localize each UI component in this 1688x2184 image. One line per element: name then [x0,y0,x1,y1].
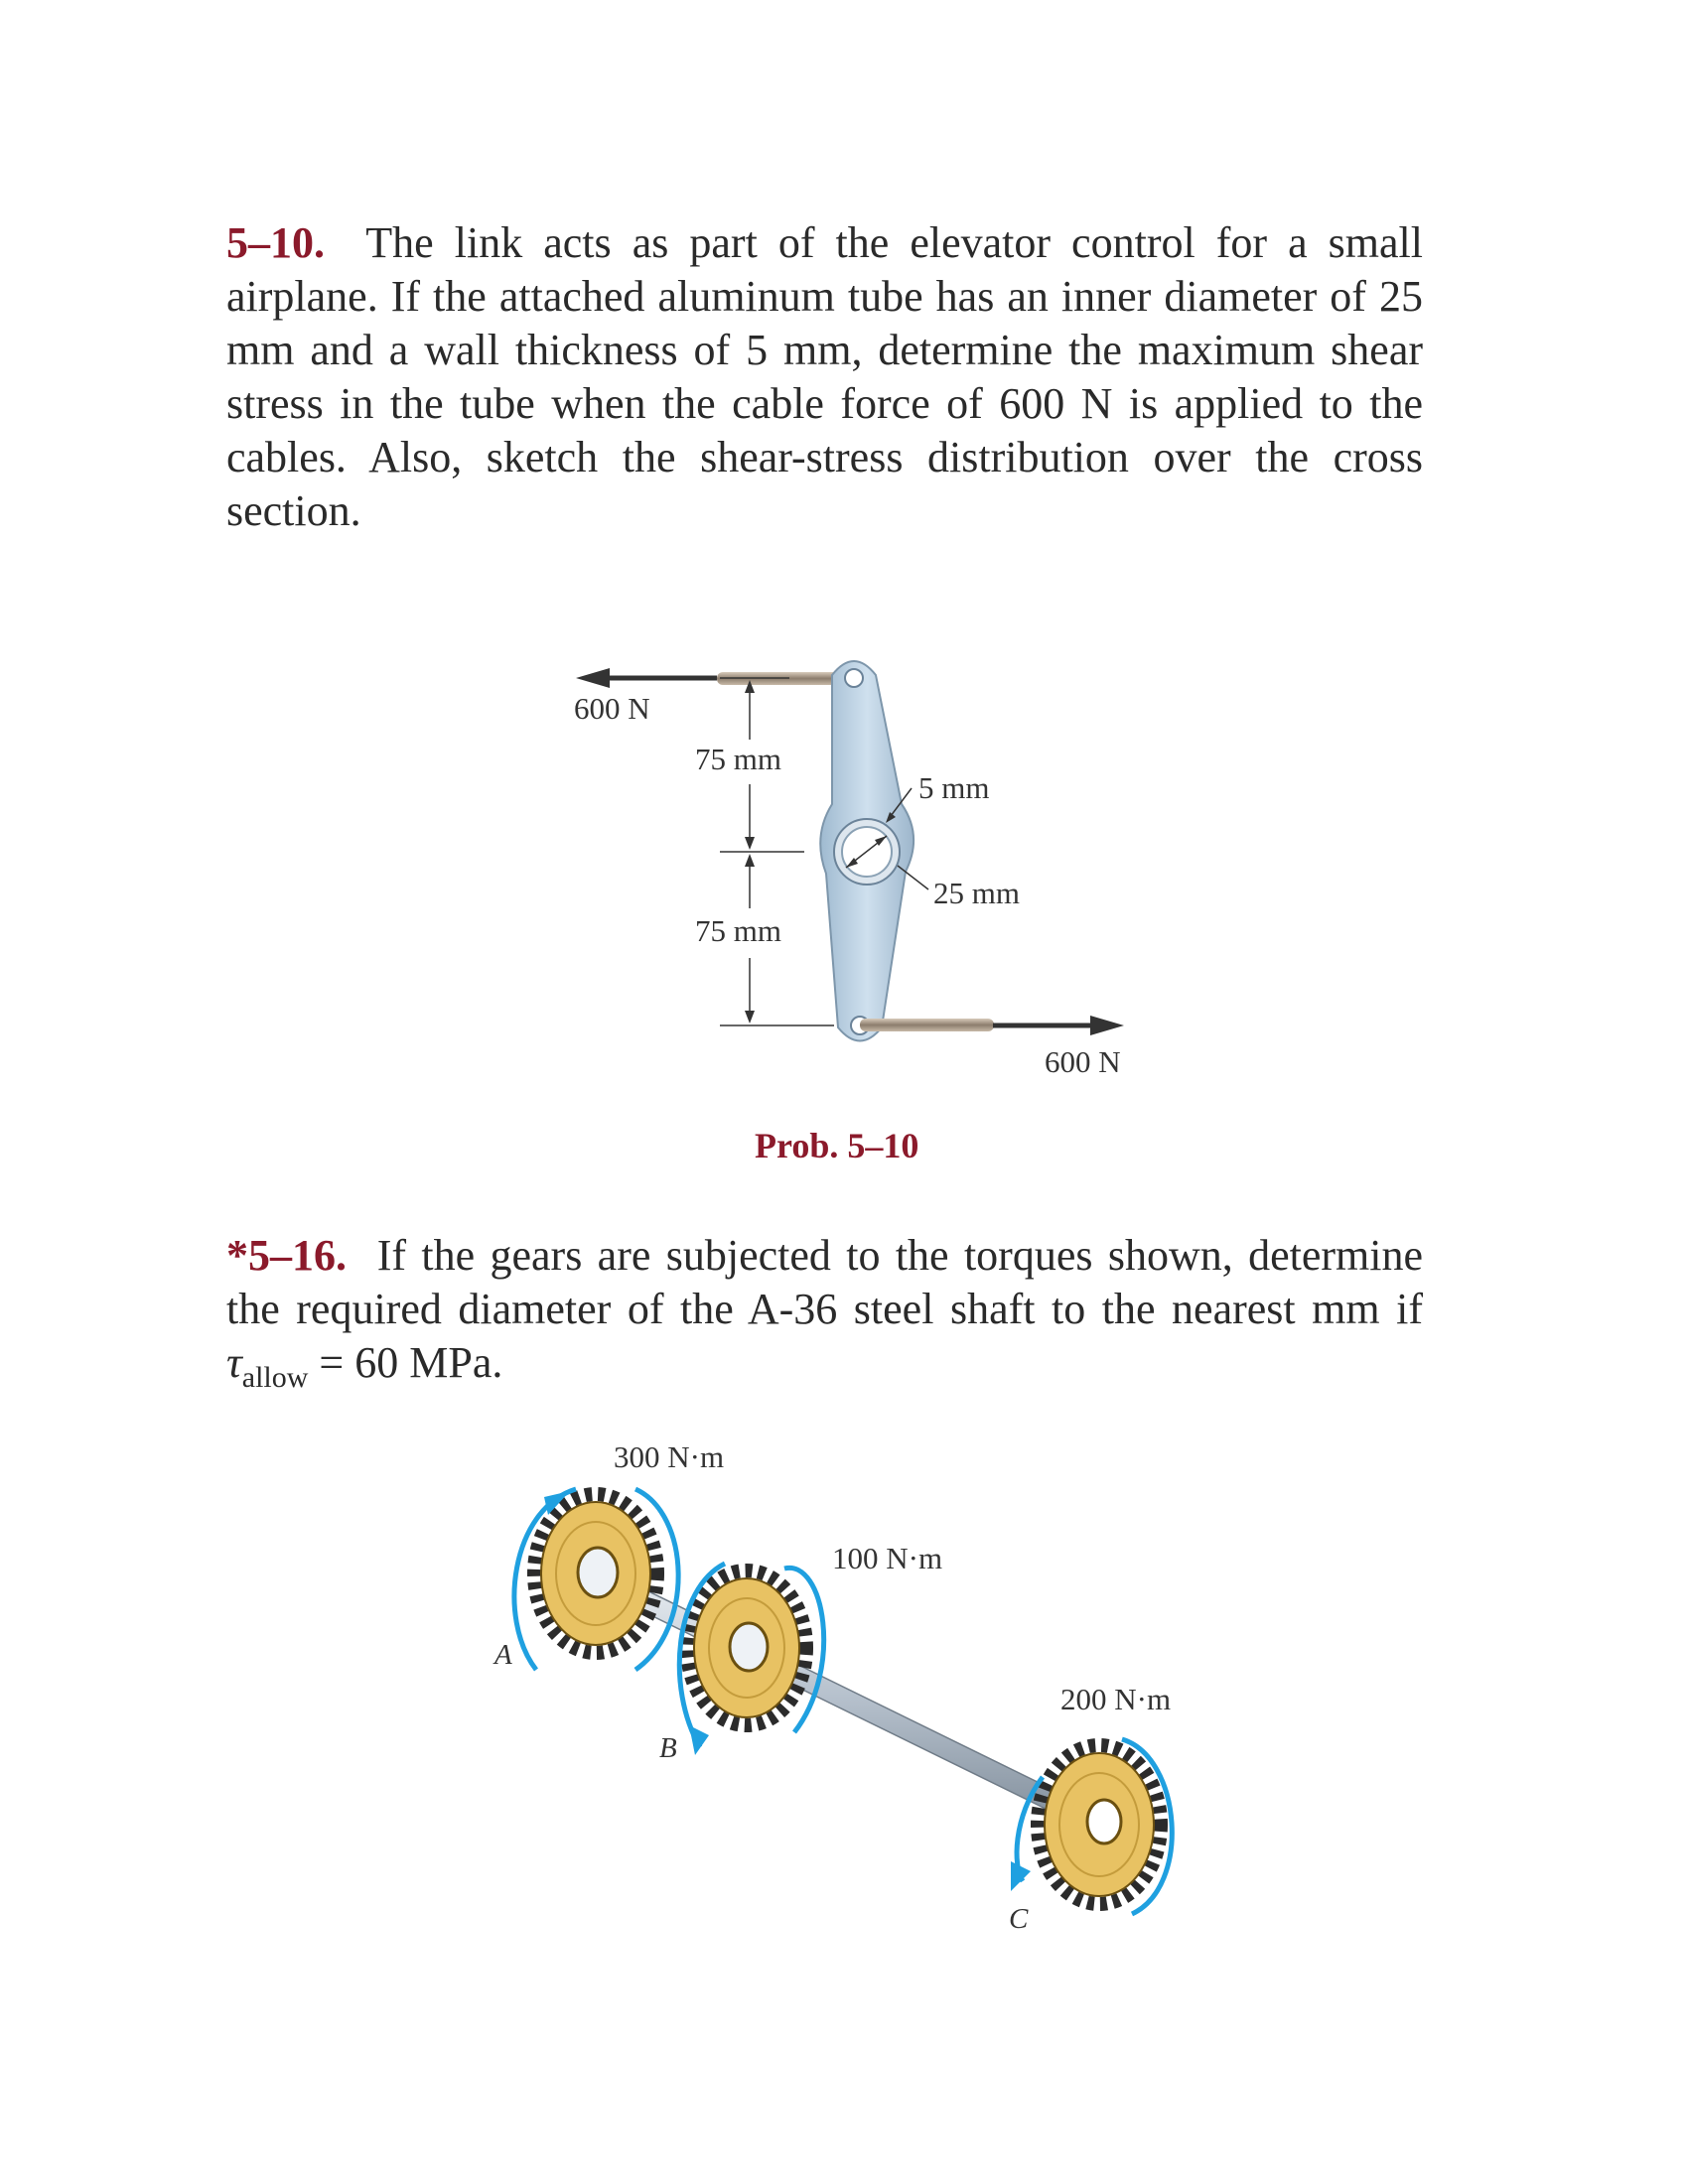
problem-5-16-text [226,1229,1423,1405]
dim-label-upper: 75 mm [695,742,781,776]
force-label-top: 600 N [574,691,650,726]
figure-5-10 [0,625,1688,1092]
problem-statement: The link acts as part of the elevator control for a small airplane. If the attached aluminum tube has an inner diameter of 25 mm and a wall thickness of 5 mm, determine the maximum shear stress in the tube when the cable force of 600 N is applied to the cables. Also, sketch the shear-stress distribution over the cross section. [226,218,1423,535]
force-label-bottom: 600 N [1045,1044,1121,1079]
top-force-arrow [576,668,717,688]
figure-caption: Prob. 5–10 [755,1126,919,1165]
problem-statement-end: = 60 MPa. [308,1338,503,1387]
torque-label-c: 200 N·m [1060,1682,1172,1716]
gear-b [687,1570,806,1725]
torque-label-b: 100 N·m [832,1541,943,1575]
problem-number: 5–10. [226,218,325,267]
gear-a [534,1494,657,1653]
shaft [584,1565,1104,1833]
arrowhead-c [1011,1861,1031,1891]
top-pin-hole [845,669,863,687]
arrowhead-b [689,1725,709,1755]
tau-subscript: allow [241,1361,309,1394]
gear-label-a: A [494,1639,512,1671]
torque-label-a: 300 N·m [614,1439,725,1474]
problem-5-10-text [226,216,1423,538]
bottom-cable [860,1019,994,1031]
bottom-force-arrow [993,1016,1124,1035]
wall-thickness-label: 5 mm [918,770,990,805]
problem-statement: If the gears are subjected to the torques shown, determine the required diameter of the A-36 steel shaft to the nearest mm if [226,1231,1423,1333]
inner-diameter-label: 25 mm [933,876,1020,910]
gear-label-c: C [1009,1903,1029,1935]
gear-label-b: B [659,1732,677,1764]
figure-5-16 [0,1430,1688,1946]
gear-c [1038,1745,1161,1904]
dim-label-lower: 75 mm [695,913,781,948]
problem-number: *5–16. [226,1231,347,1280]
tau-symbol: τ [226,1338,242,1387]
dimension-lines [720,678,834,1025]
